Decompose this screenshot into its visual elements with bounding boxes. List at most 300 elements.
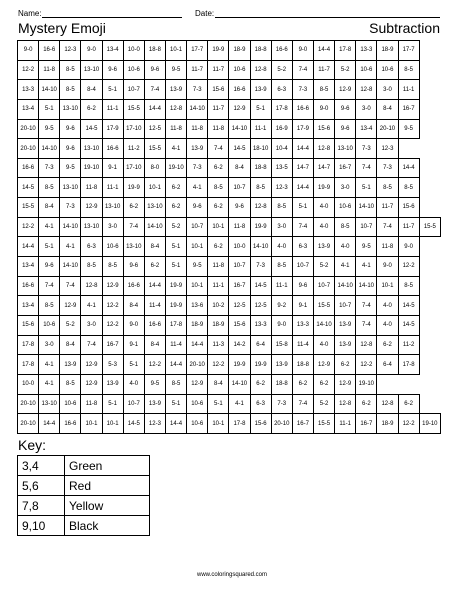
grid-cell: 16-7 bbox=[229, 276, 250, 296]
grid-cell: 9-0 bbox=[271, 315, 292, 335]
grid-cell: 13-4 bbox=[18, 99, 39, 119]
grid-cell: 19-10 bbox=[356, 374, 377, 394]
grid-cell: 12-3 bbox=[60, 41, 81, 61]
grid-cell: 8-5 bbox=[60, 60, 81, 80]
grid-cell: 4-1 bbox=[335, 257, 356, 277]
grid-cell: 4-0 bbox=[313, 217, 334, 237]
grid-cell: 16-9 bbox=[271, 119, 292, 139]
grid-cell: 12-8 bbox=[81, 276, 102, 296]
grid-cell: 19-9 bbox=[208, 41, 229, 61]
grid-cell: 17-8 bbox=[398, 355, 419, 375]
grid-cell: 20-10 bbox=[187, 355, 208, 375]
grid-row bbox=[18, 237, 441, 257]
grid-cell: 9-0 bbox=[123, 315, 144, 335]
grid-cell: 9-6 bbox=[229, 198, 250, 218]
grid-cell: 12-9 bbox=[335, 374, 356, 394]
grid-cell: 3-0 bbox=[335, 178, 356, 198]
grid-cell: 17-8 bbox=[229, 414, 250, 434]
date-label: Date: bbox=[195, 9, 215, 18]
grid-cell: 4-1 bbox=[81, 296, 102, 316]
grid-cell: 16-7 bbox=[398, 99, 419, 119]
grid-cell: 11-2 bbox=[123, 139, 144, 159]
grid-cell: 5-2 bbox=[313, 394, 334, 414]
grid-cell: 12-2 bbox=[102, 296, 123, 316]
grid-cell: 20-10 bbox=[18, 119, 39, 139]
grid-cell: 16-6 bbox=[144, 315, 165, 335]
grid-cell: 10-7 bbox=[292, 257, 313, 277]
grid-cell: 6-4 bbox=[250, 335, 271, 355]
grid-cell: 10-1 bbox=[377, 276, 398, 296]
grid-cell: 14-10 bbox=[356, 198, 377, 218]
grid-cell: 6-2 bbox=[356, 394, 377, 414]
grid-cell: 4-0 bbox=[271, 237, 292, 257]
grid-cell: 8-4 bbox=[81, 80, 102, 100]
grid-cell: 7-4 bbox=[377, 217, 398, 237]
grid-cell: 10-6 bbox=[229, 60, 250, 80]
grid-cell: 4-1 bbox=[356, 257, 377, 277]
grid-cell: 19-10 bbox=[165, 158, 186, 178]
grid-cell: 3-0 bbox=[39, 335, 60, 355]
grid-cell: 8-4 bbox=[229, 158, 250, 178]
grid-cell: 14-4 bbox=[187, 335, 208, 355]
grid-cell: 7-4 bbox=[81, 335, 102, 355]
grid-cell: 11-4 bbox=[144, 296, 165, 316]
grid-cell: 8-5 bbox=[250, 178, 271, 198]
grid-cell: 8-5 bbox=[398, 60, 419, 80]
grid-cell: 7-4 bbox=[39, 276, 60, 296]
grid-cell: 15-5 bbox=[18, 198, 39, 218]
grid-cell: 9-6 bbox=[335, 99, 356, 119]
grid-cell: 10-7 bbox=[229, 257, 250, 277]
grid-cell: 19-9 bbox=[313, 178, 334, 198]
grid-cell: 8-4 bbox=[39, 198, 60, 218]
grid-cell: 8-5 bbox=[398, 276, 419, 296]
grid-cell: 10-1 bbox=[187, 237, 208, 257]
grid-row bbox=[18, 355, 441, 375]
grid-row bbox=[18, 217, 441, 237]
grid-cell: 7-4 bbox=[356, 296, 377, 316]
grid-cell: 17-10 bbox=[123, 119, 144, 139]
grid-cell: 14-10 bbox=[60, 257, 81, 277]
grid-cell: 9-1 bbox=[102, 158, 123, 178]
grid-cell: 7-4 bbox=[123, 217, 144, 237]
grid-cell: 15-5 bbox=[313, 296, 334, 316]
grid-cell: 19-9 bbox=[229, 355, 250, 375]
grid-cell: 13-4 bbox=[18, 257, 39, 277]
grid-cell: 10-7 bbox=[123, 394, 144, 414]
grid-cell: 10-6 bbox=[187, 394, 208, 414]
grid-cell: 11-8 bbox=[229, 217, 250, 237]
grid-cell: 13-9 bbox=[187, 139, 208, 159]
grid-cell: 12-9 bbox=[187, 374, 208, 394]
grid-cell: 10-1 bbox=[81, 414, 102, 434]
grid-cell: 6-2 bbox=[165, 198, 186, 218]
footer-url: www.coloringsquared.com bbox=[196, 572, 268, 578]
grid-cell: 5-1 bbox=[39, 99, 60, 119]
grid-cell: 13-3 bbox=[18, 80, 39, 100]
grid-cell: 18-9 bbox=[377, 41, 398, 61]
grid-cell: 12-9 bbox=[335, 80, 356, 100]
grid-cell: 14-10 bbox=[229, 119, 250, 139]
grid-cell: 12-2 bbox=[208, 355, 229, 375]
key-color-name: Black bbox=[65, 516, 150, 536]
grid-cell: 6-2 bbox=[208, 237, 229, 257]
grid-cell: 17-8 bbox=[18, 335, 39, 355]
grid-cell: 16-7 bbox=[102, 335, 123, 355]
grid-cell: 7-3 bbox=[250, 257, 271, 277]
grid-cell: 13-9 bbox=[165, 80, 186, 100]
grid-cell: 16-6 bbox=[18, 158, 39, 178]
grid-cell: 8-5 bbox=[102, 257, 123, 277]
grid-row bbox=[18, 178, 441, 198]
grid-cell: 9-5 bbox=[60, 158, 81, 178]
grid-cell: 5-2 bbox=[335, 60, 356, 80]
grid-cell: 11-1 bbox=[271, 276, 292, 296]
grid-cell: 12-9 bbox=[313, 355, 334, 375]
grid-cell: 12-5 bbox=[229, 296, 250, 316]
name-line bbox=[42, 17, 182, 18]
grid-cell: 11-8 bbox=[208, 257, 229, 277]
grid-cell: 12-8 bbox=[250, 198, 271, 218]
grid-cell: 8-5 bbox=[60, 80, 81, 100]
grid-cell: 7-4 bbox=[144, 80, 165, 100]
grid-cell: 13-6 bbox=[187, 296, 208, 316]
grid-cell: 12-3 bbox=[271, 178, 292, 198]
grid-cell: 7-4 bbox=[60, 276, 81, 296]
grid-cell: 7-3 bbox=[60, 198, 81, 218]
mystery-grid bbox=[17, 40, 441, 434]
grid-cell: 6-2 bbox=[335, 355, 356, 375]
grid-cell: 16-6 bbox=[18, 276, 39, 296]
grid-cell: 8-5 bbox=[39, 178, 60, 198]
grid-row bbox=[18, 41, 441, 61]
grid-row bbox=[18, 414, 441, 434]
grid-cell: 15-5 bbox=[419, 217, 440, 237]
grid-cell: 10-7 bbox=[313, 276, 334, 296]
key-numbers: 9,10 bbox=[18, 516, 65, 536]
grid-cell: 14-5 bbox=[229, 139, 250, 159]
grid-cell: 11-1 bbox=[102, 99, 123, 119]
grid-cell: 9-1 bbox=[292, 296, 313, 316]
grid-cell: 17-8 bbox=[335, 41, 356, 61]
grid-cell: 6-3 bbox=[271, 80, 292, 100]
grid-cell: 3-0 bbox=[271, 217, 292, 237]
grid-cell: 7-3 bbox=[39, 158, 60, 178]
grid-row bbox=[18, 158, 441, 178]
grid-cell: 12-9 bbox=[229, 99, 250, 119]
grid-cell: 10-2 bbox=[208, 296, 229, 316]
grid-row bbox=[18, 257, 441, 277]
grid-cell: 6-2 bbox=[123, 198, 144, 218]
grid-cell: 6-2 bbox=[208, 198, 229, 218]
grid-cell: 9-0 bbox=[81, 41, 102, 61]
grid-cell: 16-6 bbox=[60, 414, 81, 434]
grid-cell: 15-6 bbox=[18, 315, 39, 335]
grid-cell: 13-9 bbox=[60, 355, 81, 375]
grid-cell: 19-9 bbox=[165, 296, 186, 316]
grid-row bbox=[18, 119, 441, 139]
grid-cell: 6-2 bbox=[292, 374, 313, 394]
grid-cell: 18-8 bbox=[271, 374, 292, 394]
grid-cell: 8-5 bbox=[60, 374, 81, 394]
grid-cell: 5-3 bbox=[102, 355, 123, 375]
grid-cell: 3-0 bbox=[377, 80, 398, 100]
grid-cell: 13-5 bbox=[271, 158, 292, 178]
grid-cell: 12-2 bbox=[144, 355, 165, 375]
grid-cell: 6-3 bbox=[81, 237, 102, 257]
grid-cell: 17-8 bbox=[271, 99, 292, 119]
grid-cell: 18-10 bbox=[250, 139, 271, 159]
grid-cell: 6-2 bbox=[313, 374, 334, 394]
grid-cell: 9-5 bbox=[356, 237, 377, 257]
grid-cell: 15-6 bbox=[313, 119, 334, 139]
grid-cell: 12-2 bbox=[398, 257, 419, 277]
grid-cell: 16-6 bbox=[39, 41, 60, 61]
grid-cell: 9-5 bbox=[165, 60, 186, 80]
grid-cell: 14-7 bbox=[292, 158, 313, 178]
grid-cell: 18-8 bbox=[250, 41, 271, 61]
grid-cell: 10-1 bbox=[208, 217, 229, 237]
key-color-name: Red bbox=[65, 476, 150, 496]
grid-cell: 5-2 bbox=[313, 257, 334, 277]
grid-cell: 14-4 bbox=[18, 237, 39, 257]
key-numbers: 7,8 bbox=[18, 496, 65, 516]
grid-cell: 11-1 bbox=[398, 80, 419, 100]
grid-cell: 8-5 bbox=[377, 178, 398, 198]
grid-cell: 8-5 bbox=[39, 296, 60, 316]
grid-cell: 6-4 bbox=[377, 355, 398, 375]
grid-cell: 6-2 bbox=[377, 335, 398, 355]
grid-cell: 3-0 bbox=[81, 315, 102, 335]
color-key bbox=[17, 455, 150, 536]
grid-cell: 8-5 bbox=[208, 178, 229, 198]
name-label: Name: bbox=[18, 9, 42, 18]
grid-cell: 8-5 bbox=[398, 178, 419, 198]
grid-cell: 13-10 bbox=[81, 60, 102, 80]
grid-cell: 5-2 bbox=[60, 315, 81, 335]
key-row bbox=[18, 496, 150, 516]
grid-cell: 19-10 bbox=[419, 414, 440, 434]
grid-row bbox=[18, 139, 441, 159]
grid-row bbox=[18, 198, 441, 218]
grid-cell: 17-7 bbox=[398, 41, 419, 61]
grid-cell: 13-4 bbox=[18, 296, 39, 316]
grid-row bbox=[18, 296, 441, 316]
grid-cell: 19-9 bbox=[123, 178, 144, 198]
grid-cell: 7-3 bbox=[187, 158, 208, 178]
grid-cell: 9-6 bbox=[60, 139, 81, 159]
grid-cell: 11-8 bbox=[81, 178, 102, 198]
grid-cell: 16-6 bbox=[271, 41, 292, 61]
grid-cell: 15-6 bbox=[250, 414, 271, 434]
grid-cell: 12-8 bbox=[356, 335, 377, 355]
grid-cell: 12-9 bbox=[81, 374, 102, 394]
grid-cell: 6-2 bbox=[165, 178, 186, 198]
grid-cell: 19-9 bbox=[250, 217, 271, 237]
grid-cell: 5-1 bbox=[356, 178, 377, 198]
grid-cell: 15-6 bbox=[208, 80, 229, 100]
grid-cell: 14-4 bbox=[398, 158, 419, 178]
key-title: Key: bbox=[18, 437, 47, 453]
grid-cell: 9-6 bbox=[292, 276, 313, 296]
grid-cell: 14-10 bbox=[229, 374, 250, 394]
date-line bbox=[215, 17, 440, 18]
grid-cell: 19-10 bbox=[81, 158, 102, 178]
grid-cell: 12-2 bbox=[102, 315, 123, 335]
grid-cell: 6-2 bbox=[144, 257, 165, 277]
grid-cell: 17-9 bbox=[292, 119, 313, 139]
grid-cell: 20-10 bbox=[18, 414, 39, 434]
grid-cell: 15-5 bbox=[313, 414, 334, 434]
grid-cell: 9-5 bbox=[144, 374, 165, 394]
grid-cell: 3-0 bbox=[356, 99, 377, 119]
grid-cell: 8-5 bbox=[165, 374, 186, 394]
grid-row bbox=[18, 374, 441, 394]
grid-cell: 7-4 bbox=[208, 139, 229, 159]
grid-cell: 8-4 bbox=[144, 237, 165, 257]
grid-cell: 16-6 bbox=[123, 276, 144, 296]
grid-cell: 7-4 bbox=[356, 158, 377, 178]
grid-row bbox=[18, 394, 441, 414]
grid-cell: 10-0 bbox=[123, 41, 144, 61]
grid-cell: 14-10 bbox=[60, 217, 81, 237]
grid-cell: 6-2 bbox=[398, 394, 419, 414]
grid-cell: 5-1 bbox=[102, 394, 123, 414]
grid-cell: 4-0 bbox=[123, 374, 144, 394]
grid-cell: 10-6 bbox=[39, 315, 60, 335]
grid-cell: 4-1 bbox=[60, 237, 81, 257]
grid-cell: 5-1 bbox=[208, 394, 229, 414]
grid-cell: 13-10 bbox=[39, 394, 60, 414]
grid-cell: 13-4 bbox=[356, 119, 377, 139]
grid-cell: 14-5 bbox=[398, 296, 419, 316]
grid-cell: 3-0 bbox=[102, 217, 123, 237]
grid-cell: 8-4 bbox=[60, 335, 81, 355]
grid-cell: 11-8 bbox=[39, 60, 60, 80]
grid-cell: 12-8 bbox=[250, 60, 271, 80]
key-row bbox=[18, 476, 150, 496]
grid-cell: 7-3 bbox=[356, 139, 377, 159]
grid-cell: 9-0 bbox=[377, 257, 398, 277]
grid-cell: 11-1 bbox=[102, 178, 123, 198]
grid-cell: 20-10 bbox=[18, 394, 39, 414]
grid-cell: 4-0 bbox=[377, 296, 398, 316]
grid-cell: 10-7 bbox=[335, 296, 356, 316]
grid-cell: 5-1 bbox=[165, 237, 186, 257]
grid-cell: 18-9 bbox=[208, 315, 229, 335]
grid-cell: 13-9 bbox=[102, 374, 123, 394]
grid-cell: 9-6 bbox=[187, 198, 208, 218]
grid-cell: 4-0 bbox=[313, 335, 334, 355]
grid-cell: 12-8 bbox=[377, 394, 398, 414]
grid-cell: 6-2 bbox=[208, 158, 229, 178]
key-numbers: 3,4 bbox=[18, 456, 65, 476]
grid-cell: 4-1 bbox=[229, 394, 250, 414]
grid-cell: 4-1 bbox=[39, 217, 60, 237]
grid-cell: 7-4 bbox=[356, 315, 377, 335]
grid-cell: 4-1 bbox=[165, 139, 186, 159]
grid-cell: 14-7 bbox=[313, 158, 334, 178]
grid-cell: 7-3 bbox=[377, 158, 398, 178]
grid-cell: 11-7 bbox=[208, 99, 229, 119]
grid-cell: 9-6 bbox=[60, 119, 81, 139]
grid-cell: 11-8 bbox=[165, 119, 186, 139]
grid-cell: 8-5 bbox=[335, 217, 356, 237]
grid-cell: 7-3 bbox=[271, 394, 292, 414]
grid-cell: 5-1 bbox=[292, 198, 313, 218]
grid-cell: 14-10 bbox=[335, 276, 356, 296]
grid-cell: 7-4 bbox=[292, 217, 313, 237]
grid-cell: 6-3 bbox=[250, 394, 271, 414]
grid-cell: 9-6 bbox=[144, 60, 165, 80]
grid-cell: 11-1 bbox=[335, 414, 356, 434]
grid-cell: 8-5 bbox=[81, 257, 102, 277]
grid-cell: 13-9 bbox=[335, 335, 356, 355]
grid-cell: 14-4 bbox=[39, 414, 60, 434]
grid-cell: 19-9 bbox=[250, 355, 271, 375]
grid-cell: 15-6 bbox=[229, 315, 250, 335]
grid-cell: 13-10 bbox=[102, 198, 123, 218]
grid-cell: 10-6 bbox=[377, 60, 398, 80]
grid-cell: 12-9 bbox=[60, 296, 81, 316]
grid-cell: 10-6 bbox=[123, 60, 144, 80]
grid-cell: 10-1 bbox=[102, 414, 123, 434]
grid-cell: 14-4 bbox=[313, 41, 334, 61]
grid-cell: 12-8 bbox=[165, 99, 186, 119]
grid-cell: 14-10 bbox=[250, 237, 271, 257]
grid-cell: 10-1 bbox=[165, 41, 186, 61]
grid-cell: 14-5 bbox=[81, 119, 102, 139]
grid-cell: 11-3 bbox=[208, 335, 229, 355]
grid-cell: 10-6 bbox=[356, 60, 377, 80]
grid-cell: 12-8 bbox=[335, 394, 356, 414]
grid-cell: 8-4 bbox=[144, 335, 165, 355]
grid-cell: 11-7 bbox=[208, 60, 229, 80]
grid-cell: 20-10 bbox=[18, 139, 39, 159]
grid-cell: 14-2 bbox=[229, 335, 250, 355]
grid-cell: 11-7 bbox=[398, 217, 419, 237]
grid-row bbox=[18, 80, 441, 100]
grid-cell: 4-1 bbox=[39, 355, 60, 375]
grid-cell: 11-7 bbox=[313, 60, 334, 80]
grid-cell: 17-10 bbox=[123, 158, 144, 178]
grid-cell: 8-4 bbox=[377, 99, 398, 119]
grid-row bbox=[18, 60, 441, 80]
grid-cell: 18-9 bbox=[377, 414, 398, 434]
grid-cell: 4-1 bbox=[39, 374, 60, 394]
grid-cell: 17-9 bbox=[102, 119, 123, 139]
key-row bbox=[18, 516, 150, 536]
grid-cell: 13-9 bbox=[271, 355, 292, 375]
grid-row bbox=[18, 276, 441, 296]
grid-cell: 15-5 bbox=[144, 139, 165, 159]
grid-cell: 5-2 bbox=[271, 60, 292, 80]
grid-cell: 17-7 bbox=[187, 41, 208, 61]
grid-cell: 9-0 bbox=[18, 41, 39, 61]
grid-row bbox=[18, 335, 441, 355]
page-subtitle: Subtraction bbox=[369, 20, 440, 36]
grid-cell: 13-10 bbox=[60, 99, 81, 119]
grid-cell: 8-0 bbox=[144, 158, 165, 178]
grid-cell: 10-1 bbox=[187, 276, 208, 296]
grid-cell: 11-4 bbox=[292, 335, 313, 355]
grid-cell: 11-7 bbox=[187, 60, 208, 80]
grid-cell: 16-6 bbox=[229, 80, 250, 100]
grid-cell: 18-8 bbox=[292, 355, 313, 375]
grid-cell: 13-3 bbox=[292, 315, 313, 335]
grid-cell: 17-8 bbox=[18, 355, 39, 375]
grid-cell: 9-1 bbox=[123, 335, 144, 355]
